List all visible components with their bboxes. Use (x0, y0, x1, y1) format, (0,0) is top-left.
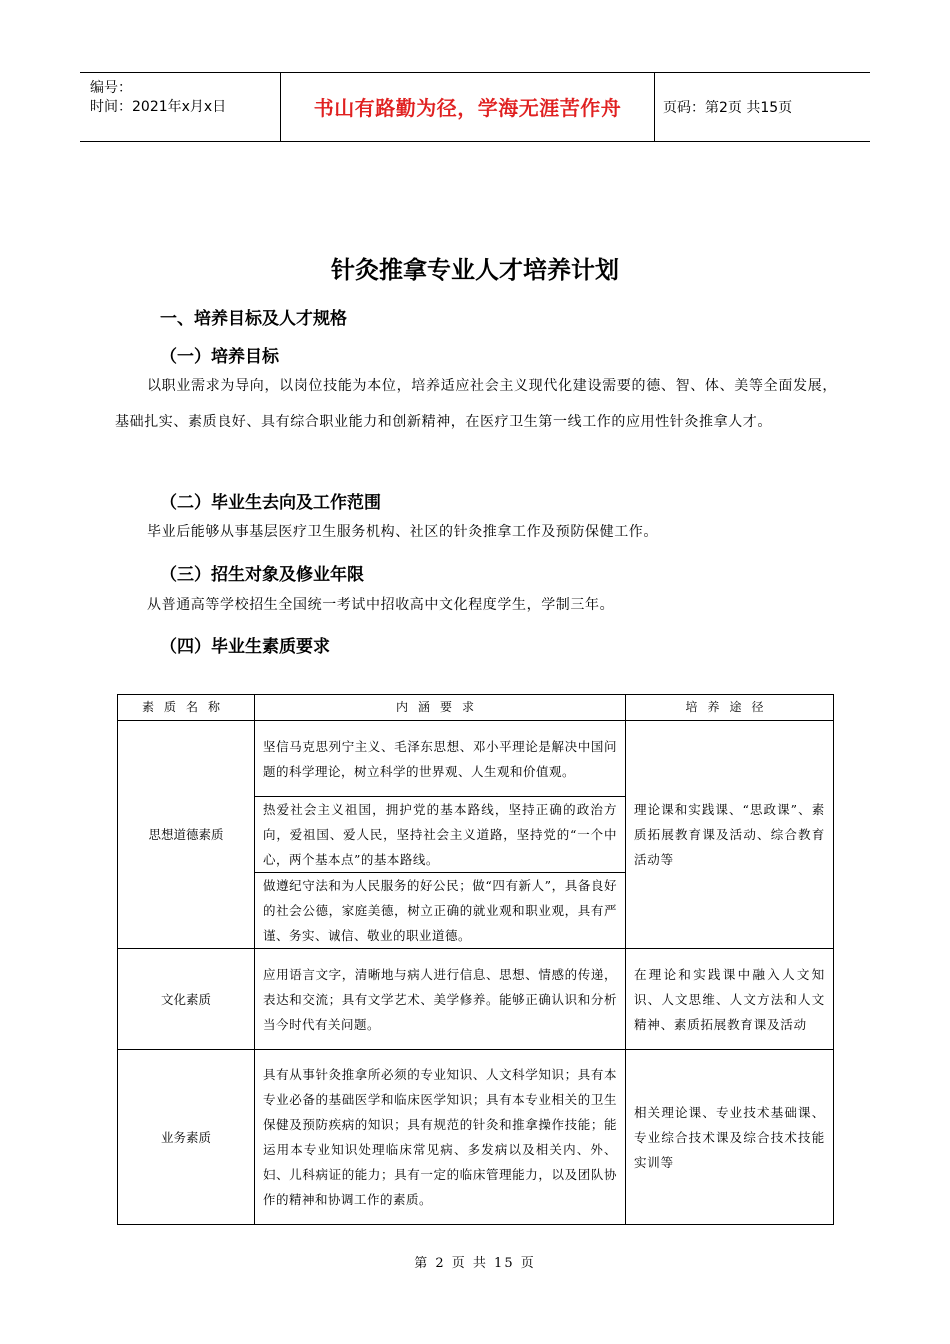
header-meta-cell (80, 73, 281, 141)
paragraph-enrollment: 从普通高等学校招生全国统一考试中招收高中文化程度学生，学制三年。 (147, 597, 615, 613)
quality-name-cell: 思想道德素质 (118, 721, 255, 949)
subsection-heading-goals: （一）培养目标 (160, 347, 279, 367)
document-title: 针灸推拿专业人才培养计划 (331, 256, 619, 284)
paragraph-employment: 毕业后能够从事基层医疗卫生服务机构、社区的针灸推拿工作及预防保健工作。 (147, 524, 658, 540)
table-header-cell: 内涵要求 (255, 695, 626, 721)
training-path-cell: 在理论和实践课中融入人文知识、人文思维、人文方法和人文精神、素质拓展教育课及活动 (626, 949, 834, 1050)
quality-name-cell: 文化素质 (118, 949, 255, 1050)
subsection-heading-quality: （四）毕业生素质要求 (160, 637, 330, 657)
header-motto: 书山有路勤为径，学海无涯苦作舟 (281, 73, 655, 141)
table-header-row (118, 695, 834, 721)
requirement-cell: 坚信马克思列宁主义、毛泽东思想、邓小平理论是解决中国问题的科学理论，树立科学的世界观、人生观和价值观。 (255, 721, 626, 797)
quality-requirements-table (117, 694, 834, 1225)
table-row (118, 949, 834, 1050)
subsection-heading-employment: （二）毕业生去向及工作范围 (160, 493, 381, 513)
page-footer: 第 2 页 共 15 页 (414, 1256, 536, 1271)
table-row (118, 1050, 834, 1225)
requirement-cell: 做遵纪守法和为人民服务的好公民；做“四有新人”，具备良好的社会公德，家庭美德，树立正确的就业观和职业观，具有严谨、务实、诚信、敬业的职业道德。 (255, 873, 626, 949)
page-header (80, 72, 870, 142)
requirement-cell: 具有从事针灸推拿所必须的专业知识、人文科学知识；具有本专业必备的基础医学和临床医学知识；具有本专业相关的卫生保健及预防疾病的知识；具有规范的针灸和推拿操作技能；能运用本专业知识处理临床常见病、多发病以及相关内、外、妇、儿科病证的能力；具有一定的临床管理能力，以及团队协作的精神和协调工作的素质。 (255, 1050, 626, 1225)
training-path-cell: 相关理论课、专业技术基础课、专业综合技术课及综合技术技能实训等 (626, 1050, 834, 1225)
requirement-cell: 应用语言文字，清晰地与病人进行信息、思想、情感的传递，表达和交流；具有文学艺术、美学修养。能够正确认识和分析当今时代有关问题。 (255, 949, 626, 1050)
table-header-cell: 培养途径 (626, 695, 834, 721)
training-path-cell: 理论课和实践课、“思政课”、素质拓展教育课及活动、综合教育活动等 (626, 721, 834, 949)
table-header-cell: 素质名称 (118, 695, 255, 721)
subsection-heading-enrollment: （三）招生对象及修业年限 (160, 565, 364, 585)
requirement-cell: 热爱社会主义祖国，拥护党的基本路线，坚持正确的政治方向，爱祖国、爱人民，坚持社会主义道路，坚持党的“一个中心，两个基本点”的基本路线。 (255, 797, 626, 873)
table-row (118, 721, 834, 797)
paragraph-goals: 以职业需求为导向，以岗位技能为本位，培养适应社会主义现代化建设需要的德、智、体、美等全面发展，基础扎实、素质良好、具有综合职业能力和创新精神，在医疗卫生第一线工作的应用性针灸推拿人才。 (115, 378, 837, 430)
header-date-label: 时间：2021年x月x日 (90, 99, 227, 115)
section-heading-1: 一、培养目标及人才规格 (160, 309, 347, 329)
header-number-label: 编号： (90, 80, 132, 96)
header-page-info: 页码：第2页 共15页 (663, 100, 793, 116)
quality-name-cell: 业务素质 (118, 1050, 255, 1225)
